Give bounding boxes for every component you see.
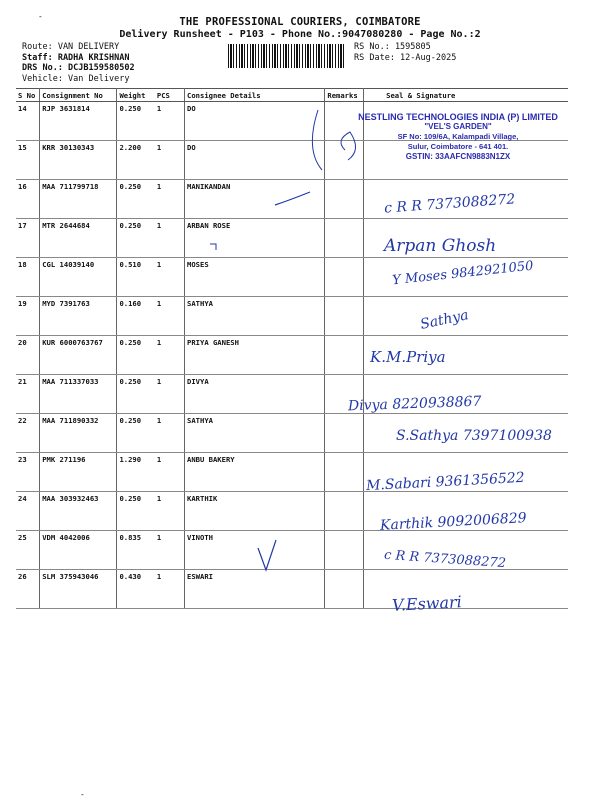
row-weight: 0.250 (117, 375, 155, 414)
row-weight: 0.250 (117, 219, 155, 258)
row-weight: 0.250 (117, 336, 155, 375)
row-pcs: 1 (155, 258, 185, 297)
row-sno: 26 (16, 570, 40, 609)
row-consignment: MAA 711799718 (40, 180, 117, 219)
row-consignment: PMK 271196 (40, 453, 117, 492)
row-pcs: 1 (155, 297, 185, 336)
row-consignment: KRR 30130343 (40, 141, 117, 180)
row-consignee: KARTHIK (185, 492, 325, 531)
row-consignment: RJP 3631814 (40, 102, 117, 141)
col-consignment: Consignment No (40, 89, 117, 102)
col-weight: Weight (117, 89, 155, 102)
runsheet-subtitle: Delivery Runsheet - P103 - Phone No.:9047080280 - Page No.:2 (119, 29, 481, 40)
row-weight: 0.250 (117, 492, 155, 531)
seal-line-4: Sulur, Coimbatore - 641 401. (407, 142, 509, 151)
row-weight: 0.430 (117, 570, 155, 609)
signature-23: M.Sabari 9361356522 (365, 469, 526, 495)
row-sno: 23 (16, 453, 40, 492)
row-sno: 15 (16, 141, 40, 180)
signature-26: V.Eswari (391, 592, 463, 615)
seal-line-3: SF No: 109/6A, Kalampadi Village, (397, 132, 519, 141)
row-weight: 0.250 (117, 102, 155, 141)
row-pcs: 1 (155, 180, 185, 219)
row-consignment: MAA 711337033 (40, 375, 117, 414)
row-consignee: SATHYA (185, 297, 325, 336)
seal-line-1: NESTLING TECHNOLOGIES INDIA (P) LIMITED (358, 112, 558, 122)
row-pcs: 1 (155, 531, 185, 570)
vehicle-label: Vehicle: Van Delivery (22, 73, 130, 84)
seal-line-5: GSTIN: 33AAFCN9883N1ZX (405, 152, 511, 161)
row-weight: 0.250 (117, 180, 155, 219)
signature-22: S.Sathya 7397100938 (396, 428, 552, 444)
row-pcs: 1 (155, 570, 185, 609)
row-pcs: 1 (155, 102, 185, 141)
signature-19: Sathya (418, 307, 470, 333)
row-pcs: 1 (155, 219, 185, 258)
corner-mark: - (38, 12, 43, 21)
signature-20: K.M.Priya (370, 348, 446, 366)
signature-25: c R R 7373088272 (383, 547, 507, 572)
seal-line-2: "VEL'S GARDEN" (424, 122, 492, 131)
row-consignment: SLM 375943046 (40, 570, 117, 609)
signature-17: Arpan Ghosh (384, 236, 497, 256)
row-sno: 25 (16, 531, 40, 570)
drs-label: DRS No.: DCJB159580502 (22, 63, 135, 73)
row-sno: 19 (16, 297, 40, 336)
row-pcs: 1 (155, 453, 185, 492)
row-weight: 0.835 (117, 531, 155, 570)
row-consignment: MAA 711890332 (40, 414, 117, 453)
row-sno: 17 (16, 219, 40, 258)
row-consignee: ANBU BAKERY (185, 453, 325, 492)
row-pcs: 1 (155, 141, 185, 180)
row-weight: 1.290 (117, 453, 155, 492)
row-weight: 0.160 (117, 297, 155, 336)
row-sno: 24 (16, 492, 40, 531)
row-consignment: MAA 303932463 (40, 492, 117, 531)
check-mark-25 (258, 540, 276, 570)
row-consignee: MOSES (185, 258, 325, 297)
staff-label: Staff: RADHA KRISHNAN (22, 52, 130, 63)
row-sno: 21 (16, 375, 40, 414)
row-consignment: MTR 2644684 (40, 219, 117, 258)
check-mark-16 (275, 192, 310, 205)
footer-mark: - (80, 790, 85, 799)
signature-21: Divya 8220938867 (347, 393, 482, 415)
row-sno: 16 (16, 180, 40, 219)
row-consignee: DIVYA (185, 375, 325, 414)
brace-mark (312, 110, 322, 170)
row-consignment: MYD 7391763 (40, 297, 117, 336)
row-consignee: VINOTH (185, 531, 325, 570)
signature-16: c R R 7373088272 (383, 191, 516, 217)
row-sno: 14 (16, 102, 40, 141)
row-weight: 2.200 (117, 141, 155, 180)
row-sno: 20 (16, 336, 40, 375)
col-remarks: Remarks (325, 89, 364, 102)
col-pcs: PCS (155, 89, 185, 102)
row-pcs: 1 (155, 336, 185, 375)
row-consignee: DO (185, 141, 325, 180)
col-sno: S No (16, 89, 40, 102)
loop-mark (341, 132, 356, 160)
col-signature: Seal & Signature (364, 89, 568, 102)
route-label: Route: VAN DELIVERY (22, 42, 120, 52)
row-consignee: ESWARI (185, 570, 325, 609)
row-consignee: PRIYA GANESH (185, 336, 325, 375)
row-weight: 0.510 (117, 258, 155, 297)
row-consignment: KUR 6000763767 (40, 336, 117, 375)
row-pcs: 1 (155, 375, 185, 414)
row-pcs: 1 (155, 414, 185, 453)
row-consignment: VDM 4042006 (40, 531, 117, 570)
signature-24: Karthik 9092006829 (379, 510, 527, 534)
row-consignee: DO (185, 102, 325, 141)
row-sno: 22 (16, 414, 40, 453)
row-consignee: SATHYA (185, 414, 325, 453)
row-consignee: MANIKANDAN (185, 180, 325, 219)
company-title: THE PROFESSIONAL COURIERS, COIMBATORE (179, 16, 421, 28)
col-consignee: Consignee Details (185, 89, 325, 102)
row-weight: 0.250 (117, 414, 155, 453)
row-pcs: 1 (155, 492, 185, 531)
rs-date: RS Date: 12-Aug-2025 (354, 53, 457, 63)
signature-18: Y Moses 9842921050 (391, 258, 535, 289)
row-consignment: CGL 14039140 (40, 258, 117, 297)
row-consignee: ARBAN ROSE (185, 219, 325, 258)
rs-number: RS No.: 1595805 (354, 42, 431, 52)
row-sno: 18 (16, 258, 40, 297)
mark-17 (210, 244, 216, 250)
